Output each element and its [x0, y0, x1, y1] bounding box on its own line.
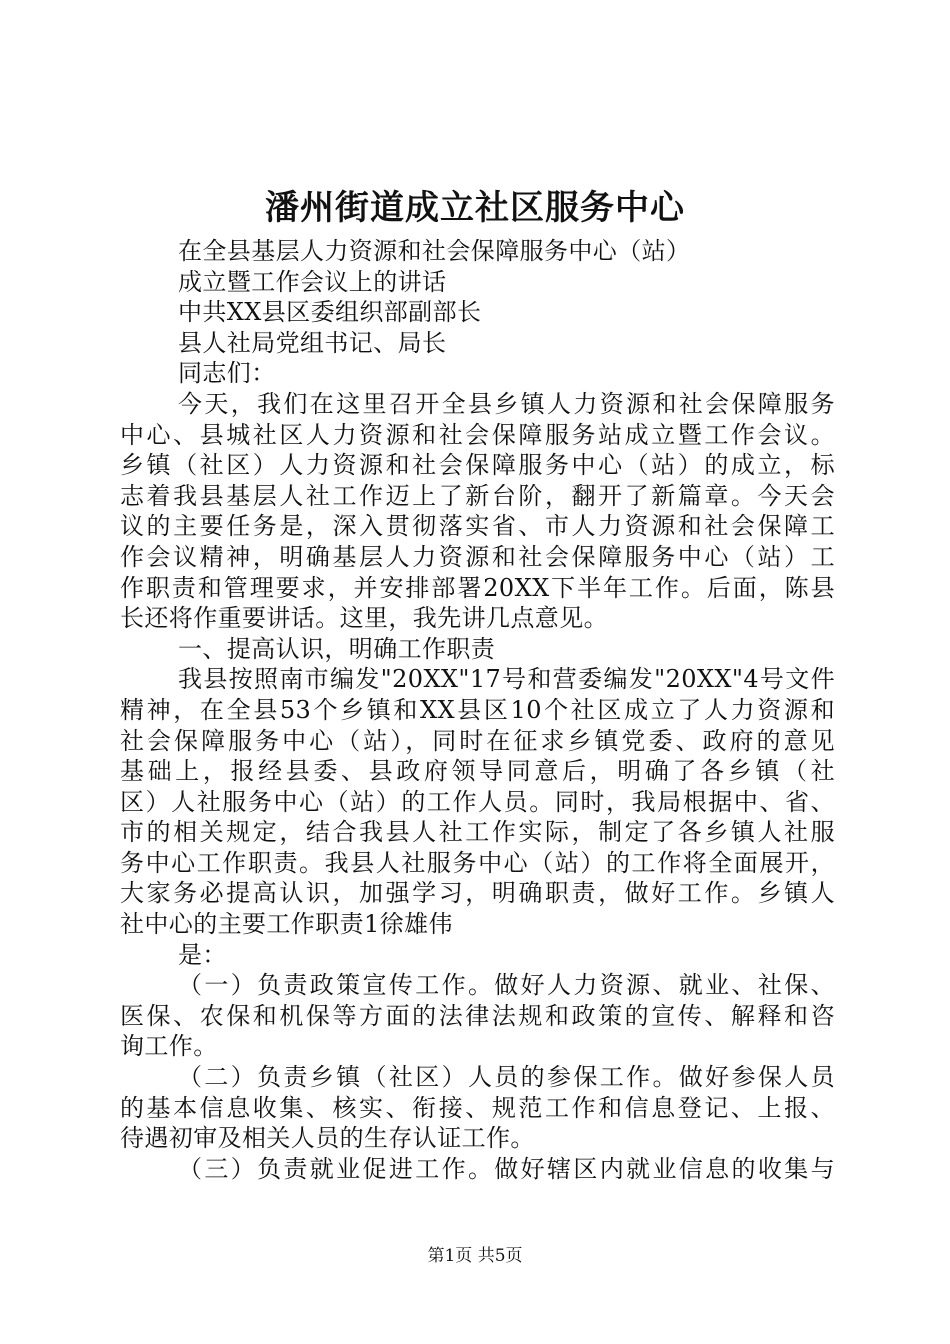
document-title: 潘州街道成立社区服务中心 [265, 188, 685, 228]
body-line: 作会议精神，明确基层人力资源和社会保障服务中心（站）工 [120, 542, 835, 571]
body-line: 志着我县基层人社工作迈上了新台阶，翻开了新篇章。今天会 [120, 481, 835, 510]
page-footer: 第1页 共5页 [427, 1246, 523, 1266]
body-line: 务中心工作职责。我县人社服务中心（站）的工作将全面展开， [120, 848, 835, 877]
body-line: 市的相关规定，结合我县人社工作实际，制定了各乡镇人社服 [120, 818, 835, 847]
body-line: 我县按照南市编发"20XX"17号和营委编发"20XX"4号文件 [178, 665, 835, 694]
body-line: 社会保障服务中心（站），同时在征求乡镇党委、政府的意见 [120, 726, 835, 755]
body-line: 基础上，报经县委、县政府领导同意后，明确了各乡镇（社 [120, 757, 835, 786]
body-line: 议的主要任务是，深入贯彻落实省、市人力资源和社会保障工 [120, 512, 835, 541]
body-line: 大家务必提高认识，加强学习，明确职责，做好工作。乡镇人 [120, 879, 835, 908]
body-line: 是： [178, 940, 227, 969]
body-line: 区）人社服务中心（站）的工作人员。同时，我局根据中、省、 [120, 787, 835, 816]
body-line: 一、提高认识，明确工作职责 [178, 634, 496, 663]
body-line: 精神，在全县53个乡镇和XX县区10个社区成立了人力资源和 [120, 695, 835, 724]
body-line: （二）负责乡镇（社区）人员的参保工作。做好参保人员 [178, 1063, 835, 1092]
body-line: 乡镇（社区）人力资源和社会保障服务中心（站）的成立，标 [120, 451, 835, 480]
document-body [120, 236, 835, 1184]
body-line: 作职责和管理要求，并安排部署20XX下半年工作。后面，陈县 [120, 573, 835, 602]
body-line: 的基本信息收集、核实、衔接、规范工作和信息登记、上报、 [120, 1093, 835, 1122]
body-line: 待遇初审及相关人员的生存认证工作。 [120, 1124, 535, 1153]
body-line: （一）负责政策宣传工作。做好人力资源、就业、社保、 [178, 971, 835, 1000]
body-line: 中心、县城社区人力资源和社会保障服务站成立暨工作会议。 [120, 420, 835, 449]
body-line: 同志们： [178, 359, 276, 388]
body-line: 在全县基层人力资源和社会保障服务中心（站） [178, 237, 691, 265]
body-line: 医保、农保和机保等方面的法律法规和政策的宣传、解释和咨 [120, 1001, 835, 1030]
body-line: （三）负责就业促进工作。做好辖区内就业信息的收集与 [178, 1154, 835, 1183]
body-line: 中共XX县区委组织部副部长 [178, 298, 482, 327]
body-line: 今天，我们在这里召开全县乡镇人力资源和社会保障服务 [178, 389, 835, 418]
body-line: 询工作。 [120, 1032, 218, 1061]
body-line: 成立暨工作会议上的讲话 [178, 267, 447, 296]
body-line: 社中心的主要工作职责1徐雄伟 [120, 910, 453, 939]
body-line: 长还将作重要讲话。这里，我先讲几点意见。 [120, 604, 608, 633]
body-line: 县人社局党组书记、局长 [178, 328, 447, 357]
